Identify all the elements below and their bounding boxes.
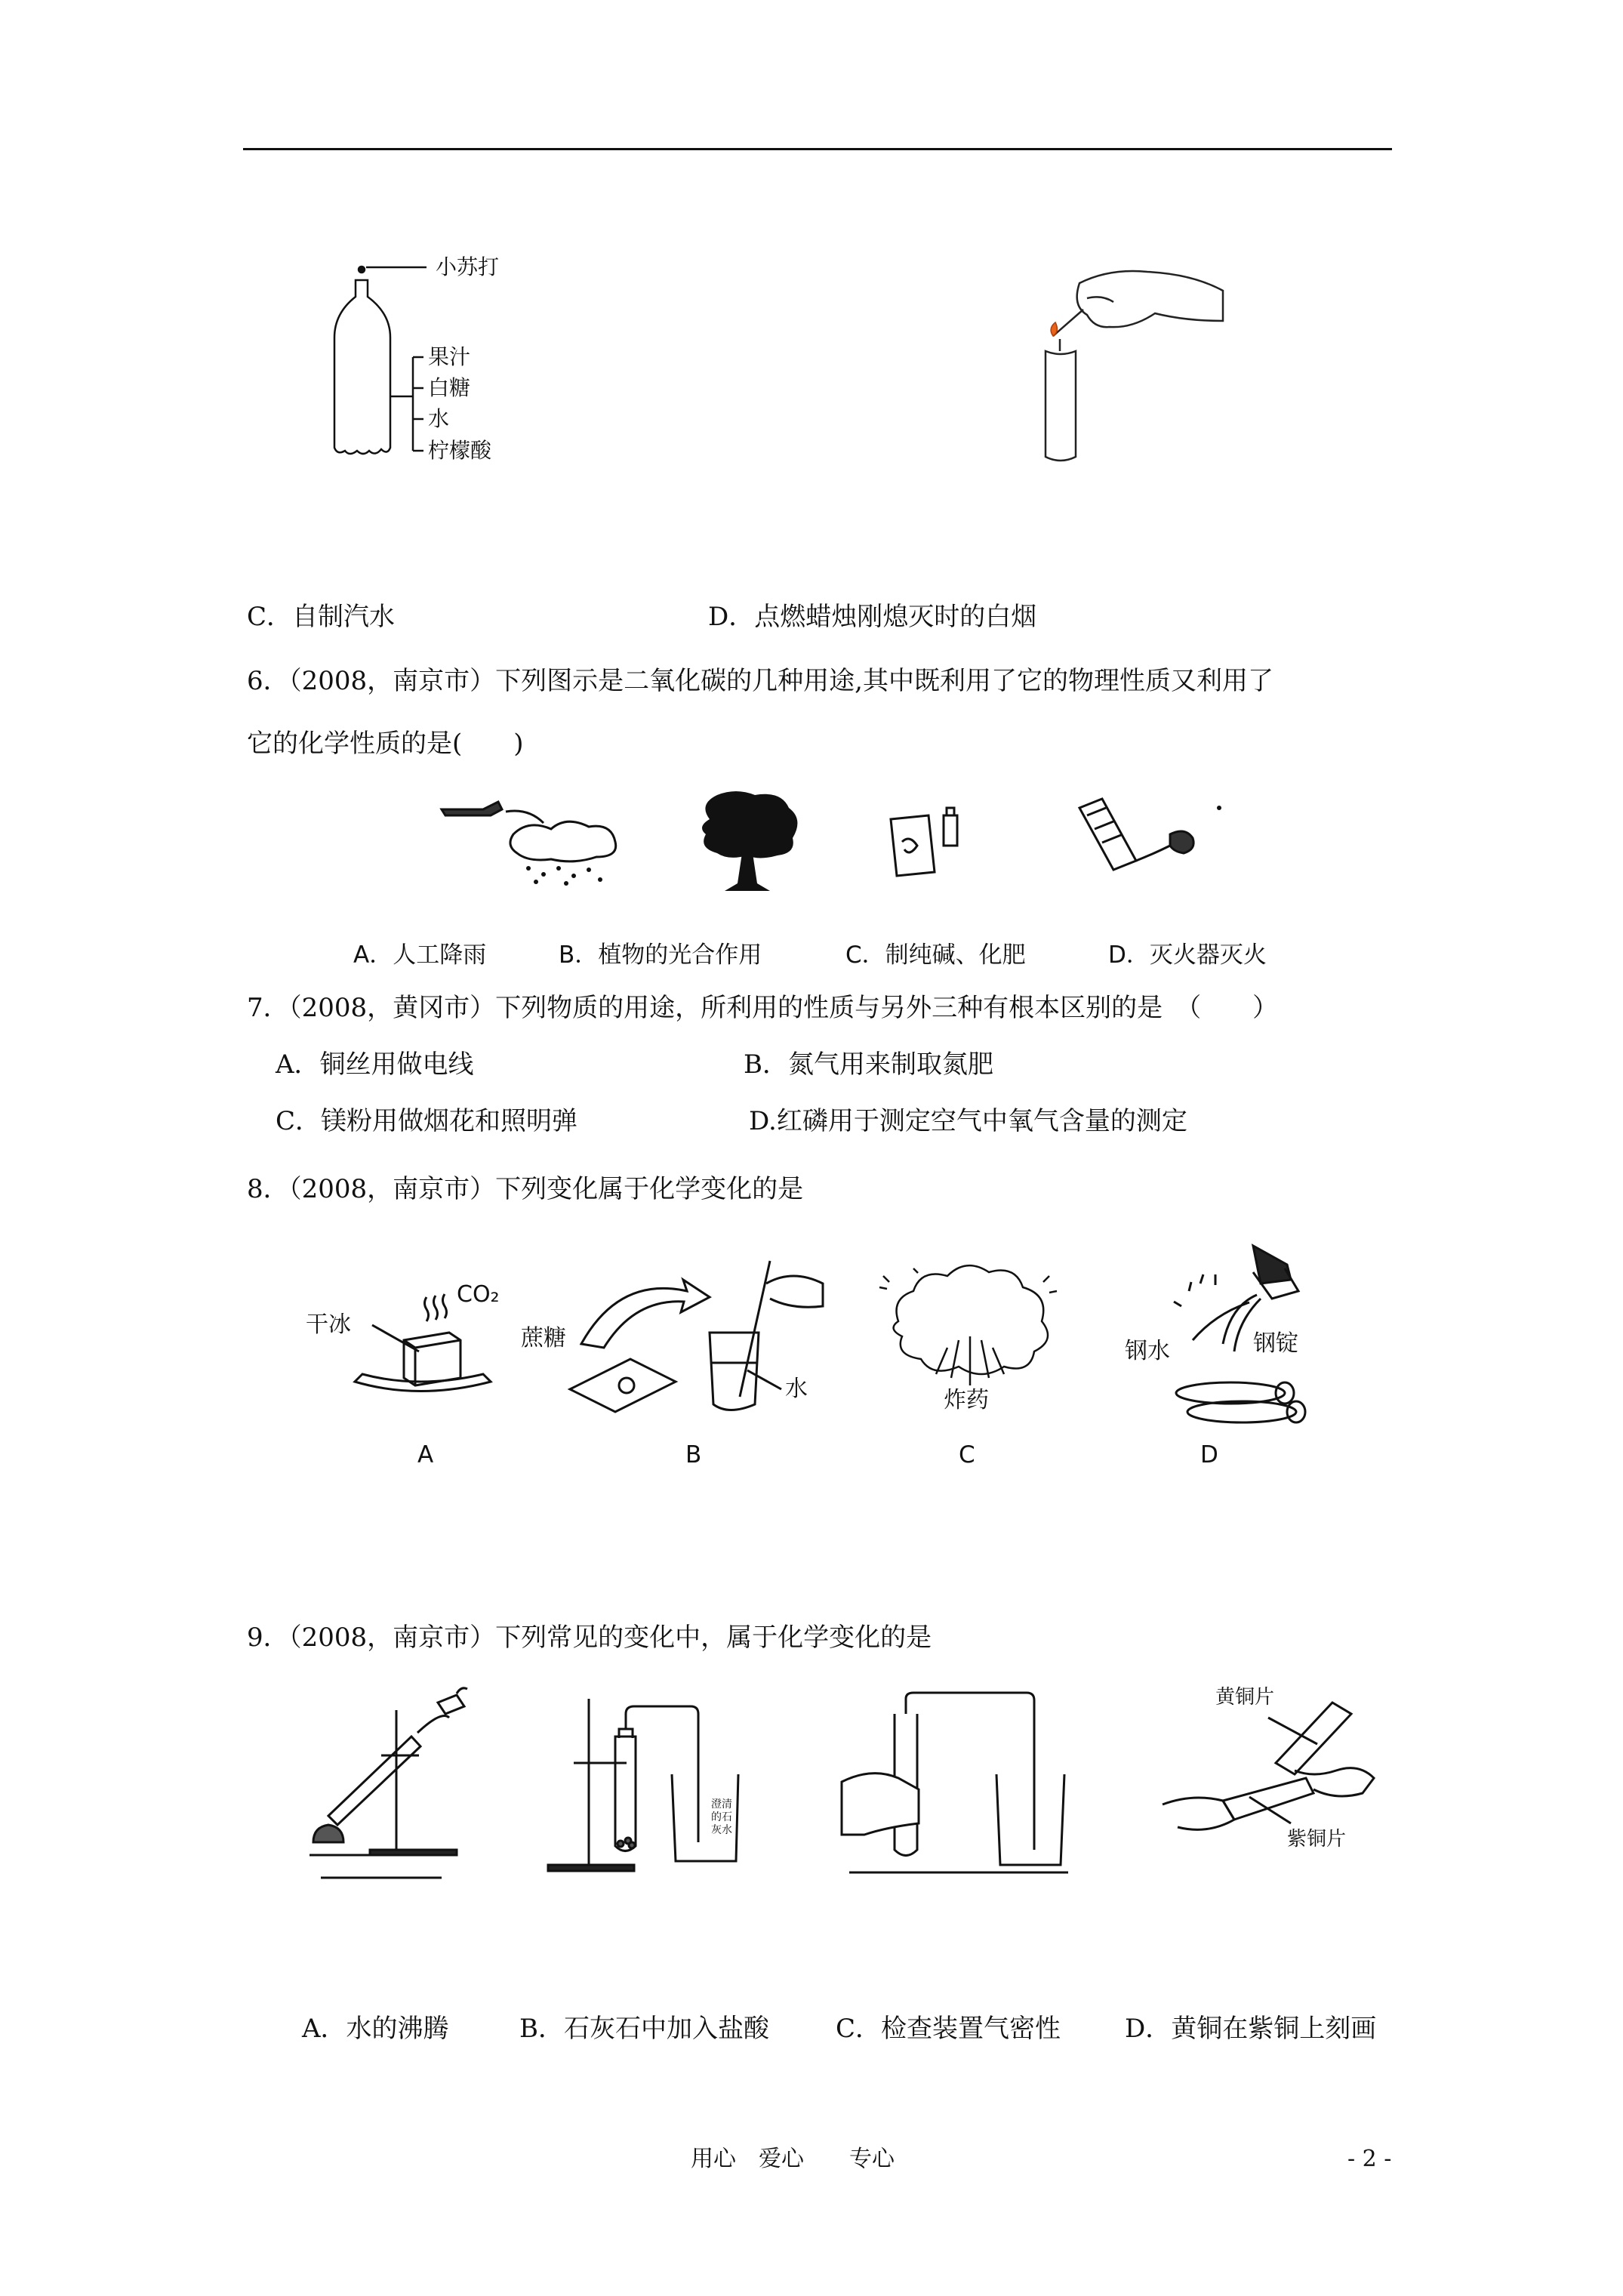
label-steel-ingot: 钢锭 — [1253, 1330, 1298, 1357]
fire-extinguisher-figure — [1072, 793, 1238, 883]
q8-letter-b: B — [685, 1441, 702, 1469]
bottle-label-sugar: 白糖 — [428, 375, 471, 400]
q7-option-d: D.红磷用于测定空气中氧气含量的测定 — [749, 1106, 1187, 1136]
q9-stem: 9．（2008，南京市）下列常见的变化中，属于化学变化的是 — [247, 1623, 932, 1653]
q8-figure-b — [521, 1253, 838, 1427]
q8-figure-a — [306, 1268, 517, 1419]
q5-option-c: C．自制汽水 — [247, 602, 396, 632]
brass-copper-drawing — [1163, 1687, 1397, 1861]
label-molten-steel: 钢水 — [1125, 1338, 1170, 1364]
boiling-water-figure — [306, 1680, 479, 1884]
q9-option-d: D．黄铜在紫铜上刻画 — [1125, 2014, 1377, 2044]
footer-motto: 用心 爱心 专心 — [691, 2146, 895, 2172]
artificial-rain-figure — [438, 793, 634, 891]
q7-stem: 7．（2008，黄冈市）下列物质的用途，所利用的性质与另外三种有根本区别的是 （ ） — [247, 993, 1279, 1023]
tree-figure — [683, 789, 812, 895]
q6-stem-line1: 6．（2008，南京市）下列图示是二氧化碳的几种用途,其中既利用了它的物理性质又利用了 — [247, 666, 1273, 696]
q8-letter-c: C — [959, 1441, 975, 1469]
bottle-label-water: 水 — [428, 406, 450, 431]
candle-hand-figure — [981, 260, 1223, 472]
q8-stem: 8．（2008，南京市）下列变化属于化学变化的是 — [247, 1174, 804, 1204]
q7-option-a: A．铜丝用做电线 — [276, 1049, 474, 1080]
q7-option-c: C．镁粉用做烟花和照明弹 — [276, 1106, 578, 1136]
label-brass-sheet: 黄铜片 — [1215, 1686, 1275, 1709]
q9-option-c: C．检查装置气密性 — [836, 2014, 1061, 2044]
q6-caption-b: B．植物的光合作用 — [559, 942, 762, 969]
brass-scratch-figure — [1163, 1687, 1397, 1861]
q8-letter-a: A — [417, 1441, 434, 1469]
bottle-label-juice: 果汁 — [428, 344, 471, 369]
q6-caption-a: A．人工降雨 — [353, 942, 487, 969]
q6-caption-d: D．灭火器灭火 — [1108, 942, 1267, 969]
limestone-apparatus-drawing — [544, 1684, 755, 1880]
q8-figure-c — [868, 1253, 1072, 1427]
q8-figure-d — [1110, 1238, 1306, 1427]
q7-option-b: B．氮气用来制取氮肥 — [744, 1049, 993, 1080]
bottle-label-citric-acid: 柠檬酸 — [428, 438, 492, 463]
q9-option-b: B．石灰石中加入盐酸 — [519, 2014, 769, 2044]
q5-option-d: D．点燃蜡烛刚熄灭时的白烟 — [708, 602, 1037, 632]
label-copper-sheet: 紫铜片 — [1287, 1828, 1347, 1851]
label-dry-ice: 干冰 — [306, 1311, 351, 1338]
limestone-acid-figure — [544, 1684, 755, 1880]
q8-letter-d: D — [1200, 1441, 1218, 1469]
page-number: - 2 - — [1347, 2146, 1392, 2172]
q6-stem-line2: 它的化学性质的是( ) — [247, 729, 524, 759]
soda-fertilizer-figure — [883, 804, 974, 887]
q9-option-a: A．水的沸腾 — [302, 2014, 449, 2044]
label-water: 水 — [785, 1376, 808, 1402]
label-explosive: 炸药 — [944, 1387, 989, 1413]
bottle-figure — [291, 253, 577, 472]
q6-caption-c: C．制纯碱、化肥 — [845, 942, 1026, 969]
header-rule — [243, 148, 1392, 150]
bottle-label-baking-soda: 小苏打 — [436, 254, 500, 279]
airtightness-check-figure — [834, 1691, 1083, 1880]
label-limewater: 澄清的石灰水 — [711, 1798, 732, 1836]
label-sucrose: 蔗糖 — [521, 1325, 566, 1351]
label-co2: CO₂ — [457, 1281, 500, 1308]
